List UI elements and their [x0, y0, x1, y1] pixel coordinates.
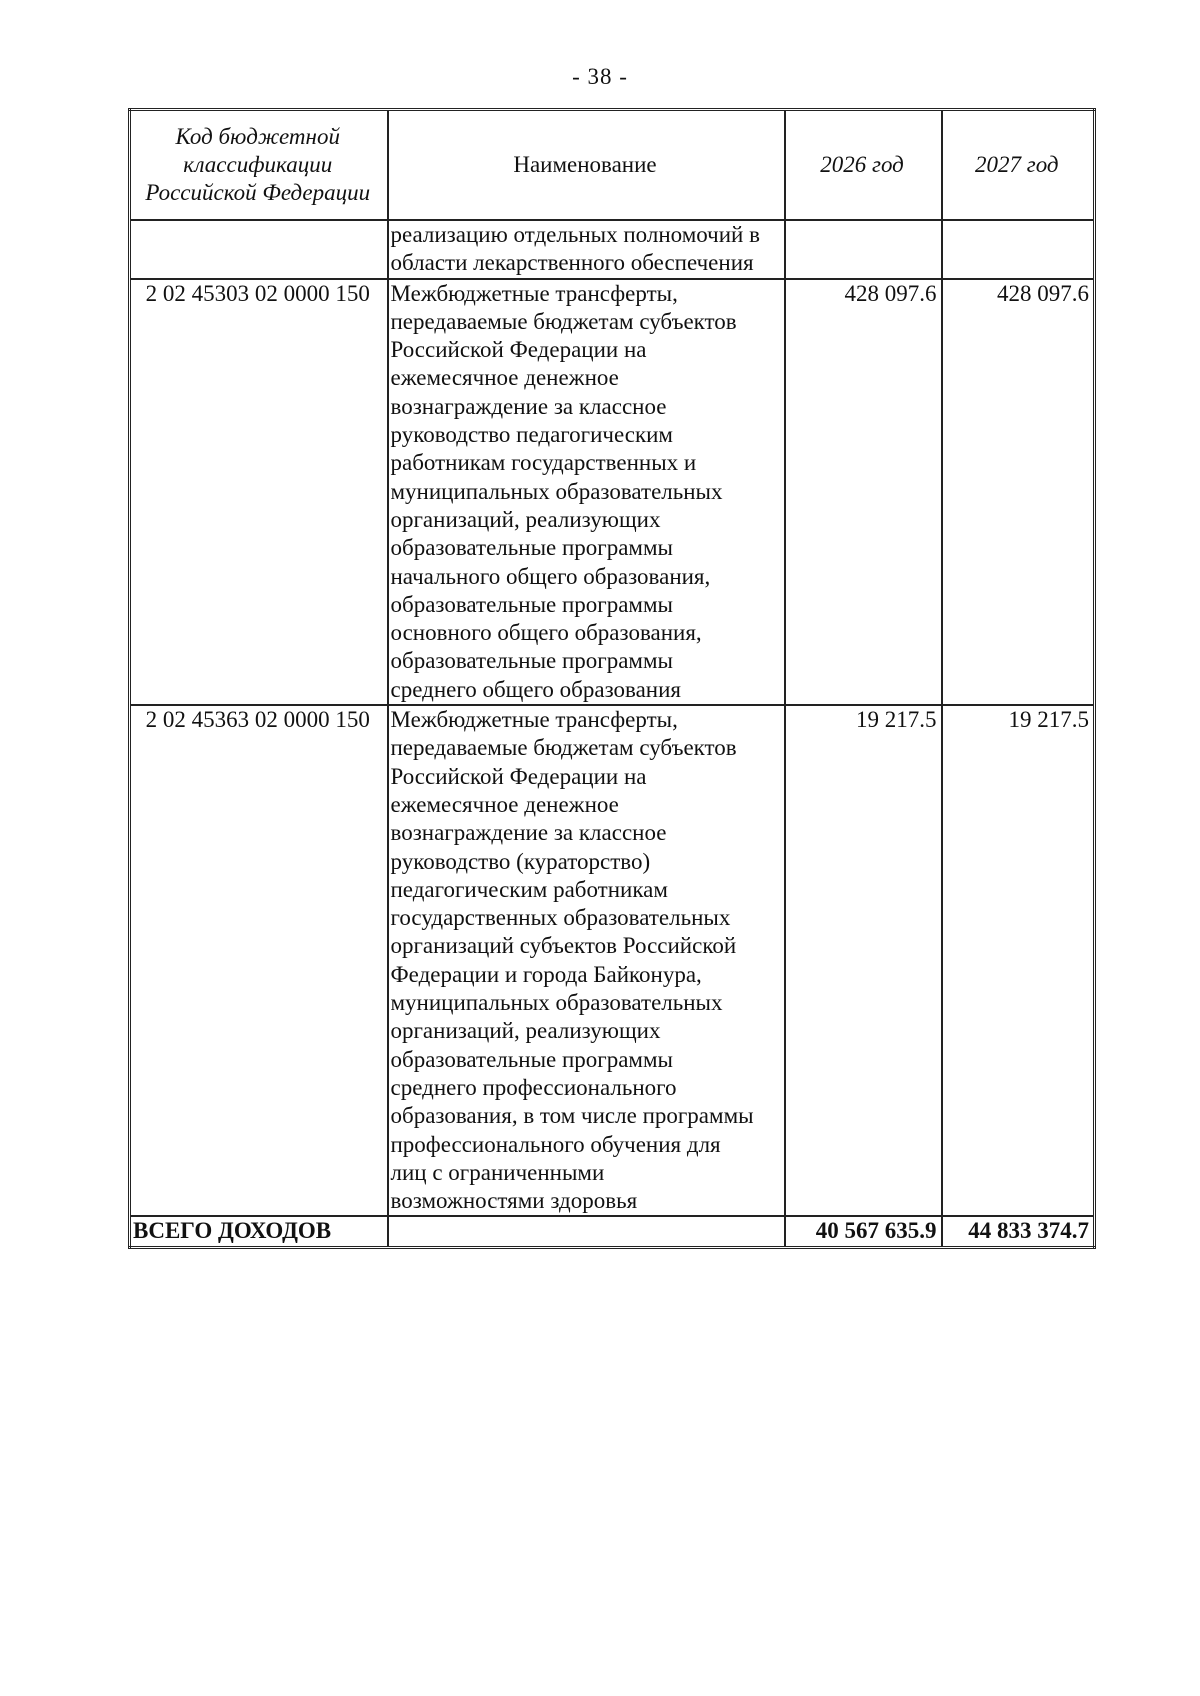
- item-name-line: ежемесячное денежное: [390, 365, 619, 391]
- total-2026: 40 567 635.9: [785, 1216, 942, 1247]
- item-name-line: образования, в том числе программы: [390, 1103, 754, 1129]
- item-name-line: государственных образовательных: [390, 905, 731, 931]
- item-name-line: Федерации и города Байконура,: [390, 961, 702, 987]
- item-name-cell: [388, 705, 785, 1216]
- item-name-line: организаций, реализующих: [390, 506, 661, 532]
- page-number: - 38 -: [572, 64, 628, 89]
- item-name-line: вознаграждение за классное: [390, 393, 667, 419]
- item-name-line: Российской Федерации на: [390, 337, 647, 363]
- item-name-line: области лекарственного обеспечения: [390, 250, 754, 276]
- amount-2026-cell: [785, 220, 942, 279]
- item-name-line: среднего общего образования: [390, 676, 681, 702]
- budget-table: [128, 108, 1096, 1249]
- table-row: [130, 220, 1095, 279]
- item-name-line: основного общего образования,: [390, 620, 702, 646]
- amount-2027-cell: 428 097.6: [942, 279, 1095, 705]
- item-name-line: педагогическим работникам: [390, 876, 668, 902]
- total-2027: 44 833 374.7: [942, 1216, 1095, 1247]
- table-row: [130, 279, 1095, 705]
- item-name-line: передаваемые бюджетам субъектов: [390, 308, 737, 334]
- header-year-2026: 2026 год: [785, 110, 942, 221]
- item-name-line: передаваемые бюджетам субъектов: [390, 735, 737, 761]
- item-name-line: образовательные программы: [390, 535, 673, 561]
- header-year-2027: 2027 год: [942, 110, 1095, 221]
- table-header-row: [130, 110, 1095, 221]
- item-name-line: организаций субъектов Российской: [390, 933, 737, 959]
- item-name-line: Межбюджетные трансферты,: [390, 280, 678, 306]
- total-label: ВСЕГО ДОХОДОВ: [130, 1216, 388, 1247]
- budget-code-cell: 2 02 45363 02 0000 150: [130, 705, 388, 1216]
- header-code: Код бюджетной классификации Российской Федерации: [130, 110, 388, 221]
- item-name-line: профессионального обучения для: [390, 1131, 721, 1157]
- item-name-cell: [388, 279, 785, 705]
- item-name-line: Межбюджетные трансферты,: [390, 707, 678, 733]
- amount-2026-cell: 19 217.5: [785, 705, 942, 1216]
- item-name-line: среднего профессионального: [390, 1074, 677, 1100]
- item-name-line: образовательные программы: [390, 591, 673, 617]
- item-name-line: реализацию отдельных полномочий в: [390, 222, 760, 247]
- item-name-line: работникам государственных и: [390, 450, 697, 476]
- total-row: [130, 1216, 1095, 1247]
- item-name-line: образовательные программы: [390, 648, 673, 674]
- item-name-line: муниципальных образовательных: [390, 478, 723, 504]
- item-name-line: Российской Федерации на: [390, 763, 647, 789]
- item-name-line: возможностями здоровья: [390, 1188, 638, 1214]
- item-name-line: образовательные программы: [390, 1046, 673, 1072]
- item-name-line: начального общего образования,: [390, 563, 711, 589]
- item-name-line: организаций, реализующих: [390, 1018, 661, 1044]
- item-name-line: вознаграждение за классное: [390, 820, 667, 846]
- item-name-line: лиц с ограниченными: [390, 1159, 605, 1185]
- budget-code-cell: [130, 220, 388, 279]
- total-name-cell: [388, 1216, 785, 1247]
- item-name-cell: [388, 220, 785, 279]
- item-name-line: ежемесячное денежное: [390, 791, 619, 817]
- header-name: Наименование: [388, 110, 785, 221]
- item-name-line: руководство (кураторство): [390, 848, 651, 874]
- table-row: [130, 705, 1095, 1216]
- amount-2026-cell: 428 097.6: [785, 279, 942, 705]
- item-name-line: муниципальных образовательных: [390, 990, 723, 1016]
- item-name-line: руководство педагогическим: [390, 422, 673, 448]
- budget-code-cell: 2 02 45303 02 0000 150: [130, 279, 388, 705]
- amount-2027-cell: [942, 220, 1095, 279]
- amount-2027-cell: 19 217.5: [942, 705, 1095, 1216]
